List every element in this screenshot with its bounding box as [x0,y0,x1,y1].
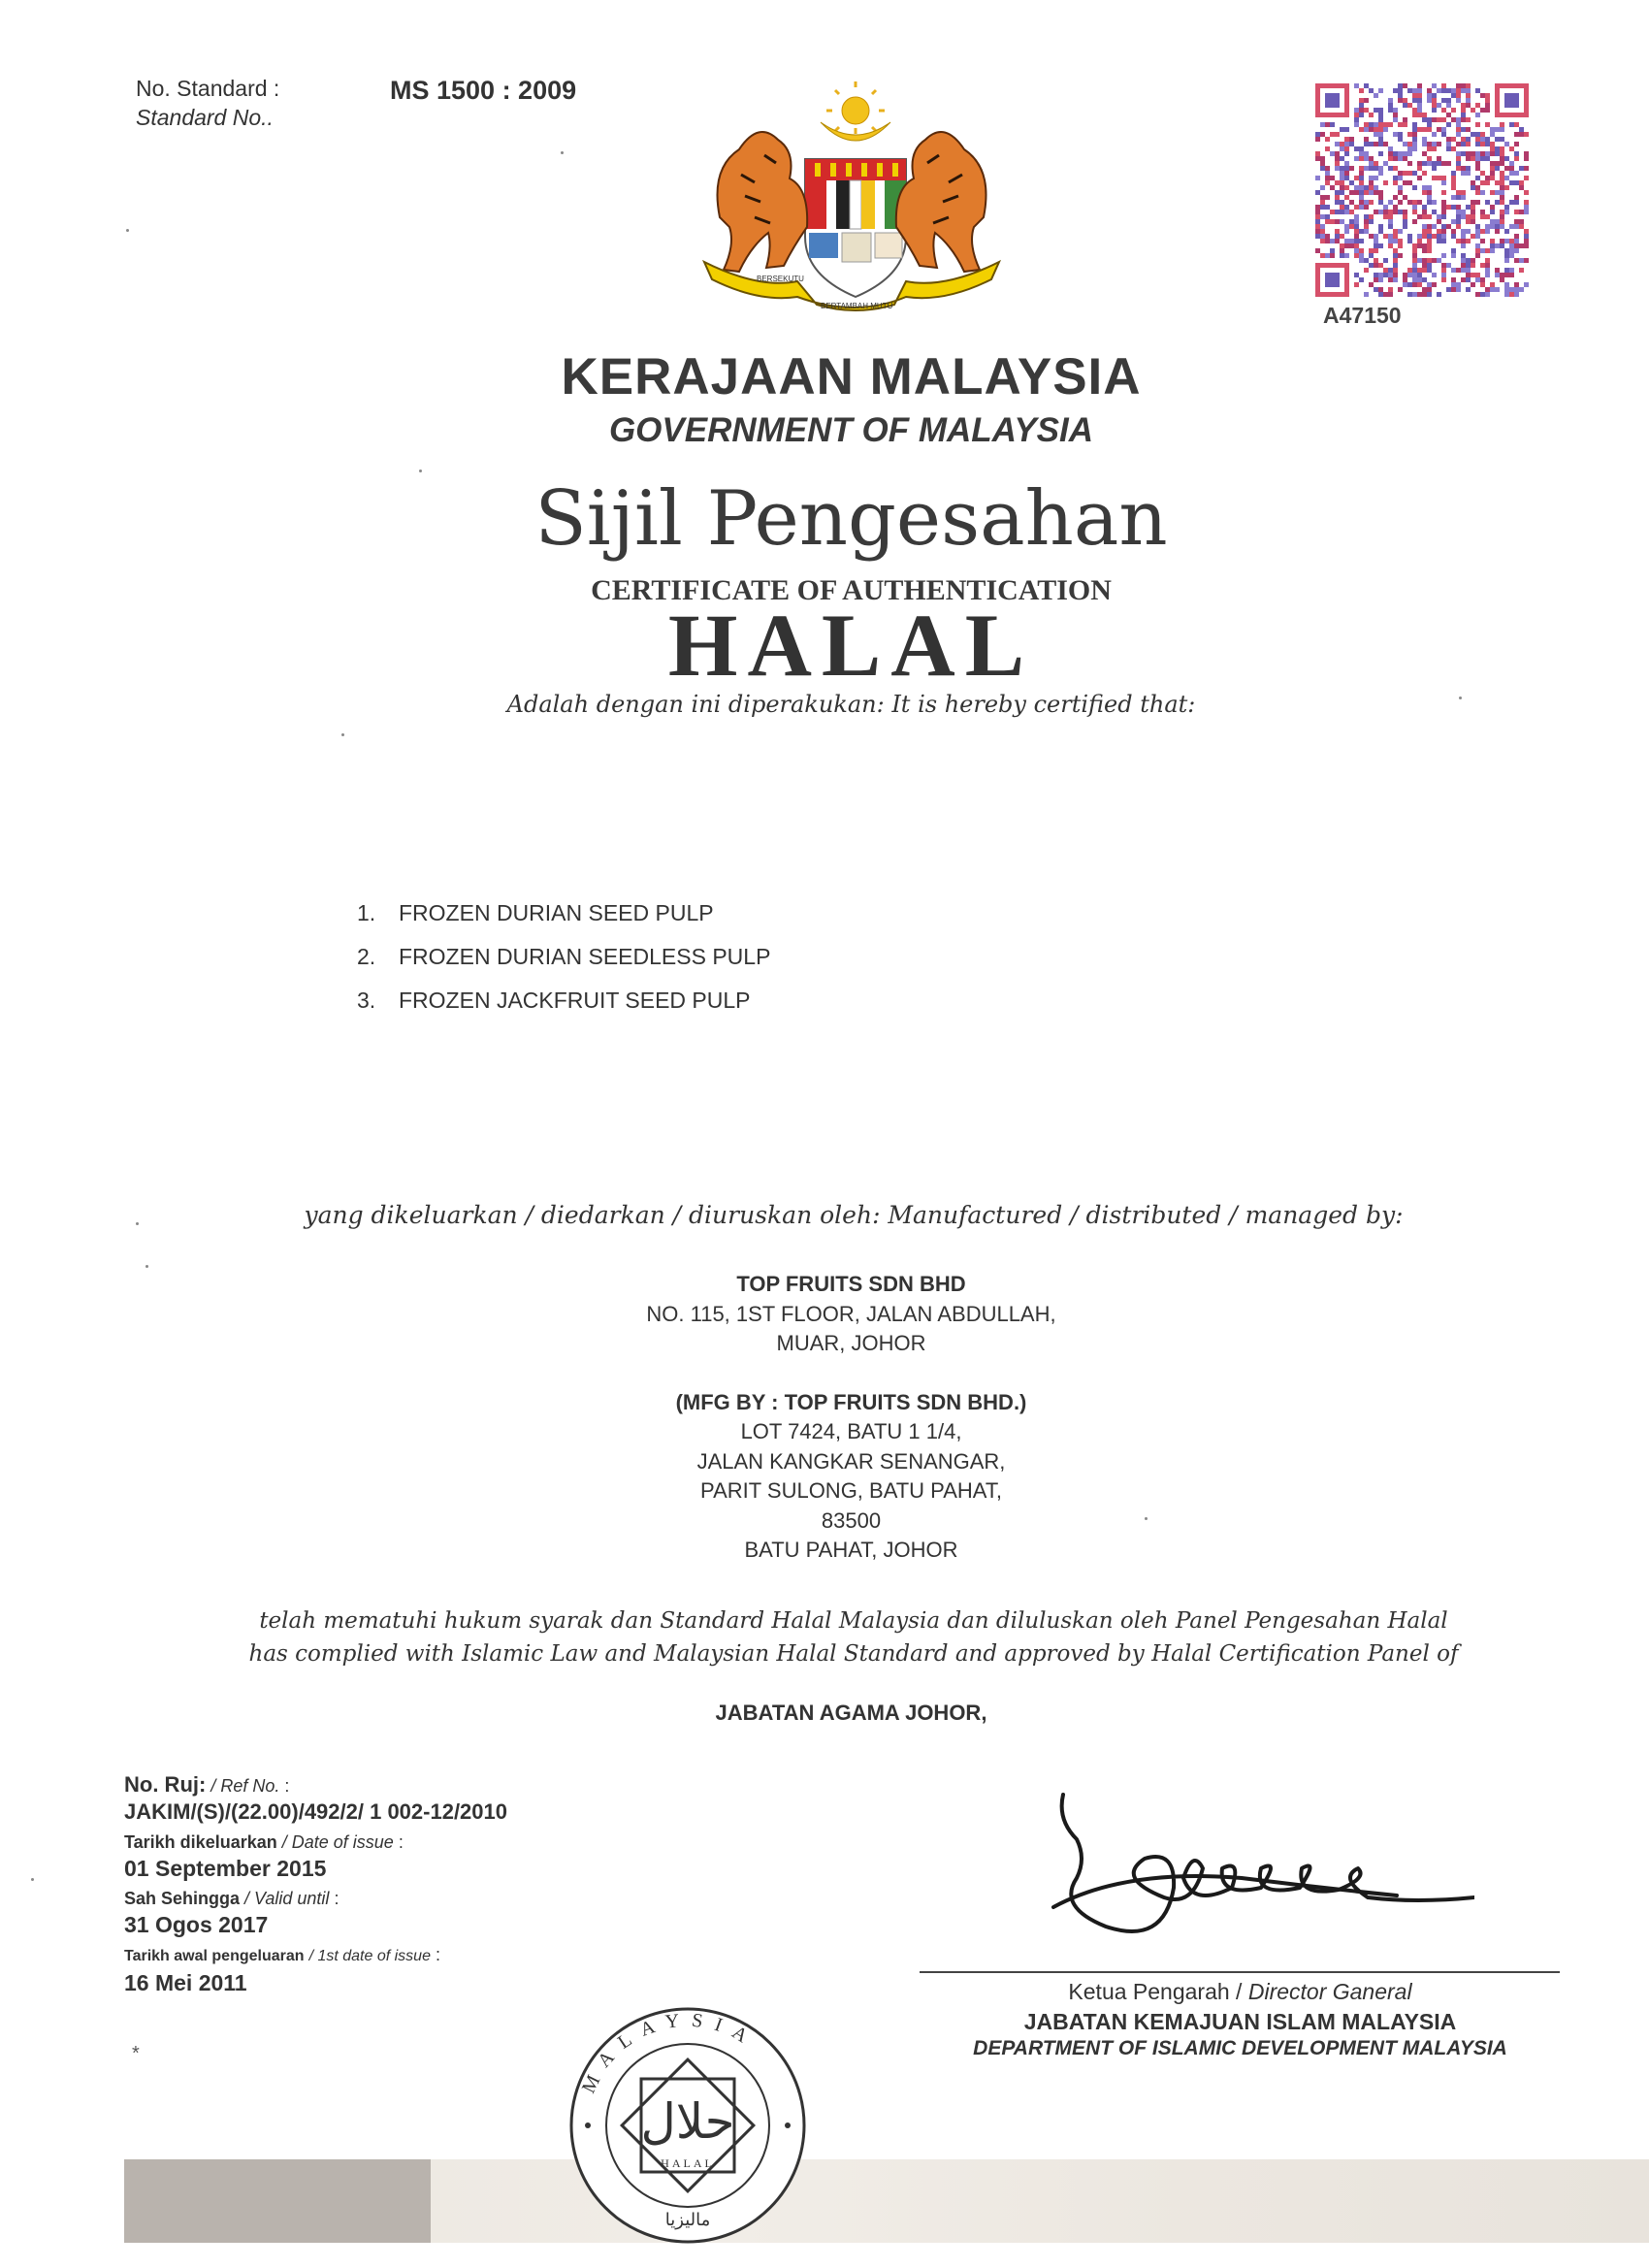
government-title-en: GOVERNMENT OF MALAYSIA [608,411,1094,449]
standard-label-ms: No. Standard : [136,76,280,101]
seal-arabic-halal: حلال [640,2093,735,2150]
first-issue-value: 16 Mei 2011 [124,1970,247,1995]
date-of-issue-value: 01 September 2015 [124,1856,327,1881]
sun-icon [826,81,885,134]
product-name: FROZEN DURIAN SEEDLESS PULP [399,944,771,969]
tiger-left-icon [718,132,808,272]
signatory-department-en: DEPARTMENT OF ISLAMIC DEVELOPMENT MALAYSIA [973,2037,1507,2059]
qr-finder-pattern [1318,86,1347,115]
compliance-line-en: has complied with Islamic Law and Malaysian Halal Standard and approved by Halal Certification Panel of [248,1641,1459,1667]
mfg-address-line: LOT 7424, BATU 1 1/4, [740,1419,962,1443]
mfg-by-label: (MFG BY : TOP FRUITS SDN BHD.) [675,1389,1027,1414]
mfg-address-line: PARIT SULONG, BATU PAHAT, [700,1478,1002,1503]
mfg-address-line: BATU PAHAT, JOHOR [744,1538,958,1562]
ref-no-label: No. Ruj: / Ref No. : [124,1772,290,1797]
ribbon-center-text: BERTAMBAH MUTU [821,302,893,310]
certificate-title-ms: Sijil Pengesahan [534,475,1168,563]
manufacturer-address-block [0,1270,1649,1566]
compliance-line-ms: telah mematuhi hukum syarak dan Standard Halal Malaysia dan diluluskan oleh Panel Pengesahan Halal [259,1608,1448,1634]
qr-code [1315,83,1529,297]
product-item [357,984,770,1027]
seal-ring-text: MALAYSIA [577,2009,761,2097]
certify-statement: Adalah dengan ini diperakukan: It is hereby certified that: [506,691,1196,718]
signature-line [920,1971,1560,1973]
product-item [357,940,770,984]
ribbon-left-text: BERSEKUTU [757,275,804,283]
standard-value: MS 1500 : 2009 [390,76,577,105]
valid-until-value: 31 Ogos 2017 [124,1912,269,1937]
director-signature [1048,1781,1474,1956]
product-number: 3. [357,988,376,1013]
signatory-title: Ketua Pengarah / Director Ganeral [1068,1979,1412,2004]
address-line: NO. 115, 1ST FLOOR, JALAN ABDULLAH, [646,1301,1056,1326]
product-list [357,896,770,1027]
standard-label-en: Standard No.. [136,105,274,130]
approving-authority: JABATAN AGAMA JOHOR, [715,1701,987,1725]
qr-finder-pattern [1318,266,1347,295]
product-number: 1. [357,900,376,925]
mfg-postcode: 83500 [821,1507,882,1533]
company-name: TOP FRUITS SDN BHD [736,1272,966,1296]
qr-code-number: A47150 [1323,303,1402,328]
address-line: MUAR, JOHOR [776,1331,926,1355]
tiger-right-icon [896,132,986,272]
qr-finder-pattern [1498,86,1527,115]
manufacturer-intro: yang dikeluarkan / diedarkan / diuruskan oleh: Manufactured / distributed / managed by: [304,1201,1404,1229]
shield-icon [805,159,906,297]
signatory-department-ms: JABATAN KEMAJUAN ISLAM MALAYSIA [1023,2009,1457,2034]
product-name: FROZEN DURIAN SEED PULP [399,900,714,925]
product-item [357,896,770,940]
reference-block [124,1773,507,2001]
product-name: FROZEN JACKFRUIT SEED PULP [399,988,751,1013]
ref-no-value: JAKIM/(S)/(22.00)/492/2/ 1 002-12/2010 [124,1799,508,1824]
standard-no-label [136,74,279,132]
seal-bottom-text: ماليزيا [664,2210,711,2230]
mfg-address-line: JALAN KANGKAR SENANGAR, [696,1448,1006,1474]
halal-malaysia-seal [566,2004,809,2247]
compliance-statement [0,1604,1649,1670]
seal-inner-text: HALAL [661,2156,715,2170]
government-title-ms: KERAJAAN MALAYSIA [561,348,1142,405]
asterisk-mark: * [132,2043,140,2064]
footer-grey-box [124,2159,431,2243]
halal-title: HALAL [667,596,1035,695]
certificate-title-en: CERTIFICATE OF AUTHENTICATION [591,574,1112,606]
product-number: 2. [357,944,376,969]
date-of-issue-label: Tarikh dikeluarkan / Date of issue : [124,1832,404,1852]
coat-of-arms-emblem [700,81,1003,314]
first-issue-label: Tarikh awal pengeluaran / 1st date of issue : [124,1945,440,1964]
valid-until-label: Sah Sehingga / Valid until : [124,1889,340,1908]
